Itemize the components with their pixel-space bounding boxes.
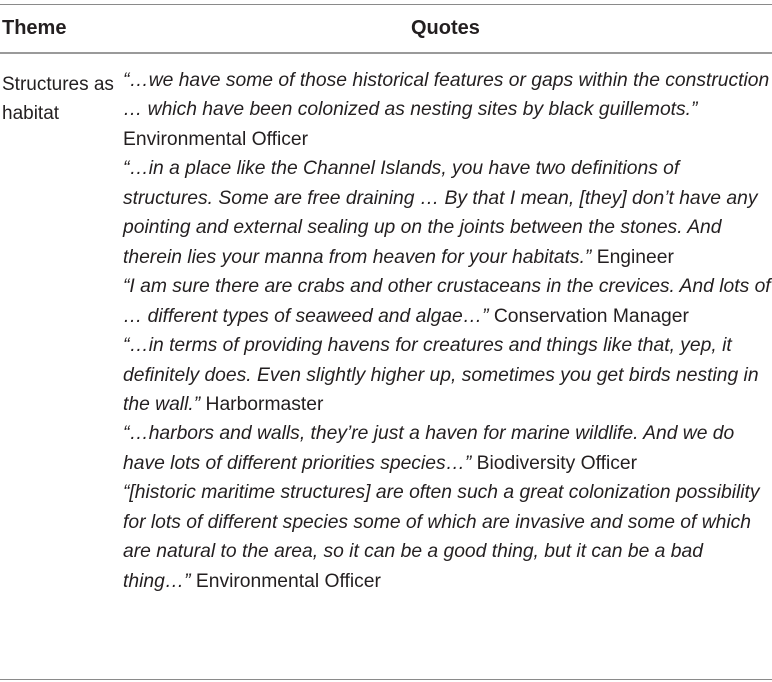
quote-speaker: Environmental Officer <box>195 570 381 592</box>
quote-speaker: Engineer <box>596 246 674 268</box>
table-bottom-rule <box>0 679 772 680</box>
quote-item <box>123 66 772 154</box>
quote-item <box>123 154 772 272</box>
table-top-rule <box>0 4 772 5</box>
quote-speaker: Environmental Officer <box>123 128 309 150</box>
quote-speaker: Harbormaster <box>205 393 324 415</box>
quote-item <box>123 478 772 596</box>
quote-item <box>123 272 772 331</box>
header-divider-rule <box>0 52 772 54</box>
quote-text: “[historic maritime structures] are often such a great colonization possibility for lots of different species some of which are invasive and some of which are natural to the area, so it can be a good thing, but it can be a bad thing…” <box>123 482 760 592</box>
quote-item <box>123 331 772 419</box>
quote-speaker: Conservation Manager <box>493 305 689 327</box>
quotes-cell <box>123 66 772 596</box>
quote-item <box>123 419 772 478</box>
quote-text: “I am sure there are crabs and other crustaceans in the crevices. And lots of … different types of seaweed and algae…” <box>123 276 771 327</box>
quote-text: “…we have some of those historical features or gaps within the construction … which have been colonized as nesting sites by black guillemots.” <box>123 70 770 121</box>
quotes-column-header: Quotes <box>411 17 480 39</box>
quote-text: “…harbors and walls, they’re just a haven for marine wildlife. And we do have lots of different priorities species…” <box>123 423 735 474</box>
theme-cell: Structures as habitat <box>2 74 114 124</box>
quote-speaker: Biodiversity Officer <box>476 452 638 474</box>
quote-text: “…in terms of providing havens for creatures and things like that, yep, it definitely does. Even slightly higher up, sometimes you get birds nesting in the wall.” <box>123 335 759 415</box>
theme-column-header: Theme <box>2 17 67 39</box>
quote-text: “…in a place like the Channel Islands, you have two definitions of structures. Some are free draining … By that I mean, [they] don’t have any pointing and external sealing up on the joints between the stones. And therein lies your manna from heaven for your habitats.” <box>123 158 758 268</box>
